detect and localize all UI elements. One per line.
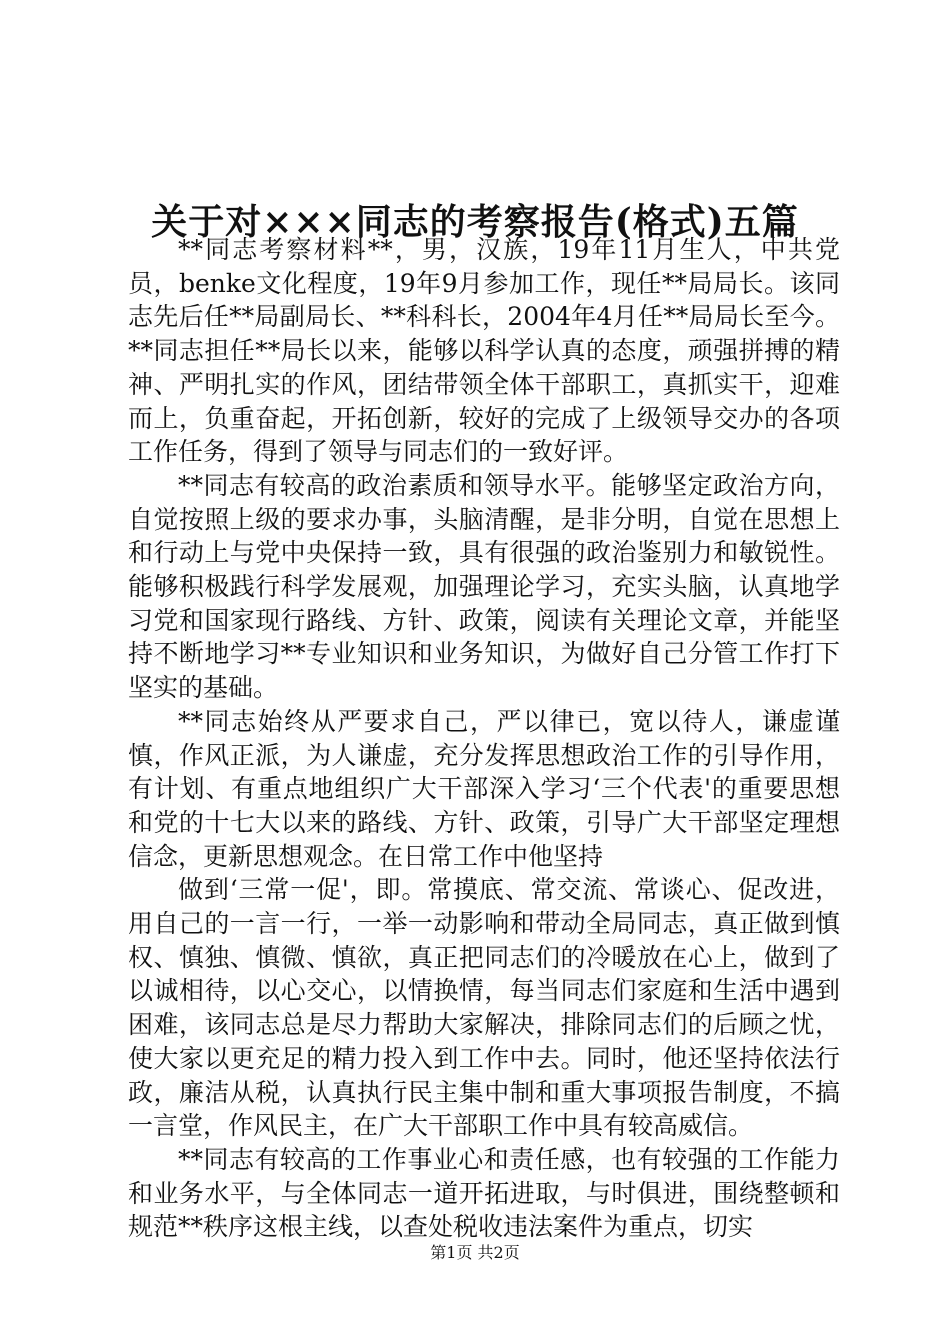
document-title: 关于对×××同志的考察报告(格式)五篇: [151, 201, 799, 244]
document-body: [128, 233, 840, 1244]
paragraph: **同志有较高的政治素质和领导水平。能够坚定政治方向，自觉按照上级的要求办事，头脑清醒，是非分明，自觉在思想上和行动上与党中央保持一致，具有很强的政治鉴别力和敏锐性。能够积极践行科学发展观，加强理论学习，充实头脑，认真地学习党和国家现行路线、方针、政策，阅读有关理论文章，并能坚持不断地学习**专业知识和业务知识，为做好自己分管工作打下坚实的基础。: [128, 470, 840, 703]
paragraph: **同志始终从严要求自己，严以律已，宽以待人，谦虚谨慎，作风正派，为人谦虚，充分发挥思想政治工作的引导作用，有计划、有重点地组织广大干部深入学习‘三个代表'的重要思想和党的十七大以来的路线、方针、政策，引导广大干部坚定理想信念，更新思想观念。在日常工作中他坚持: [128, 706, 840, 871]
paragraph: 做到‘三常一促'，即。常摸底、常交流、常谈心、促改进，用自己的一言一行，一举一动影响和带动全局同志，真正做到慎权、慎独、慎微、慎欲，真正把同志们的冷暖放在心上，做到了以诚相待，以心交心，以情换情，每当同志们家庭和生活中遇到困难，该同志总是尽力帮助大家解决，排除同志们的后顾之忧，使大家以更充足的精力投入到工作中去。同时，他还坚持依法行政，廉洁从税，认真执行民主集中制和重大事项报告制度，不搞一言堂，作风民主，在广大干部职工作中具有较高威信。: [128, 875, 840, 1141]
paragraph: **同志考察材料**，男，汉族，19年11月生人，中共党员，benke文化程度，19年9月参加工作，现任**局局长。该同志先后任**局副局长、**科科长，2004年4月任**局局长至今。**同志担任**局长以来，能够以科学认真的态度，顽强拼搏的精神、严明扎实的作风，团结带领全体干部职工，真抓实干，迎难而上，负重奋起，开拓创新，较好的完成了上级领导交办的各项工作任务，得到了领导与同志们的一致好评。: [128, 235, 840, 467]
paragraph: **同志有较高的工作事业心和责任感，也有较强的工作能力和业务水平，与全体同志一道开拓进取，与时俱进，围绕整顿和规范**秩序这根主线，以查处税收违法案件为重点，切实: [128, 1144, 840, 1242]
page-number-footer: 第1页 共2页: [430, 1243, 520, 1262]
